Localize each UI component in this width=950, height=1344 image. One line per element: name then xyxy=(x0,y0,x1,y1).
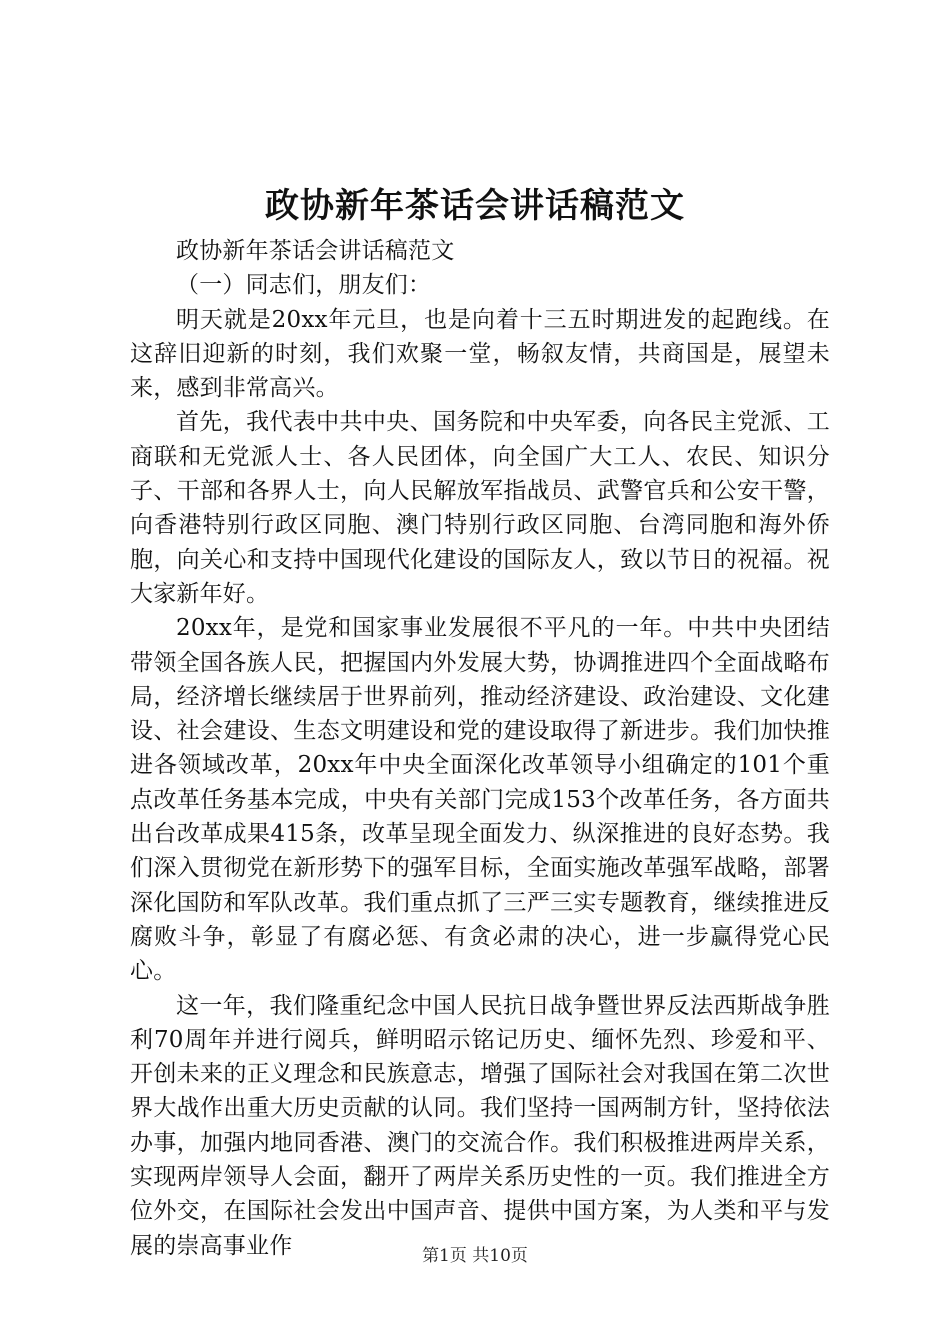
paragraph: 20xx年，是党和国家事业发展很不平凡的一年。中共中央团结带领全国各族人民，把握国内外发展大势，协调推进四个全面战略布局，经济增长继续居于世界前列，推动经济建设、政治建设、文化建设、社会建设、生态文明建设和党的建设取得了新进步。我们加快推进各领域改革，20xx年中央全面深化改革领导小组确定的101个重点改革任务基本完成，中央有关部门完成153个改革任务，各方面共出台改革成果415条，改革呈现全面发力、纵深推进的良好态势。我们深入贯彻党在新形势下的强军目标，全面实施改革强军战略，部署深化国防和军队改革。我们重点抓了三严三实专题教育，继续推进反腐败斗争，彰显了有腐必惩、有贪必肃的决心，进一步赢得党心民心。 xyxy=(130,615,830,985)
paragraph: 明天就是20xx年元旦，也是向着十三五时期进发的起跑线。在这辞旧迎新的时刻，我们欢聚一堂，畅叙友情，共商国是，展望未来，感到非常高兴。 xyxy=(130,306,830,402)
paragraph: 这一年，我们隆重纪念中国人民抗日战争暨世界反法西斯战争胜利70周年并进行阅兵，鲜明昭示铭记历史、缅怀先烈、珍爱和平、开创未来的正义理念和民族意志，增强了国际社会对我国在第二次世界大战作出重大历史贡献的认同。我们坚持一国两制方针，坚持依法办事，加强内地同香港、澳门的交流合作。我们积极推进两岸关系，实现两岸领导人会面，翻开了两岸关系历史性的一页。我们推进全方位外交，在国际社会发出中国声音、提供中国方案，为人类和平与发展的崇高事业作 xyxy=(130,992,830,1259)
document-body xyxy=(130,234,830,1263)
paragraph: 首先，我代表中共中央、国务院和中央军委，向各民主党派、工商联和无党派人士、各人民团体，向全国广大工人、农民、知识分子、干部和各界人士，向人民解放军指战员、武警官兵和公安干警，向香港特别行政区同胞、澳门特别行政区同胞、台湾同胞和海外侨胞，向关心和支持中国现代化建设的国际友人，致以节日的祝福。祝大家新年好。 xyxy=(130,409,830,607)
paragraph-subtitle: 政协新年茶话会讲话稿范文 xyxy=(176,238,455,264)
page-number-footer: 第1页 共10页 xyxy=(422,1246,528,1266)
document-title: 政协新年茶话会讲话稿范文 xyxy=(265,186,685,226)
paragraph-salutation: （一）同志们，朋友们： xyxy=(176,272,432,299)
